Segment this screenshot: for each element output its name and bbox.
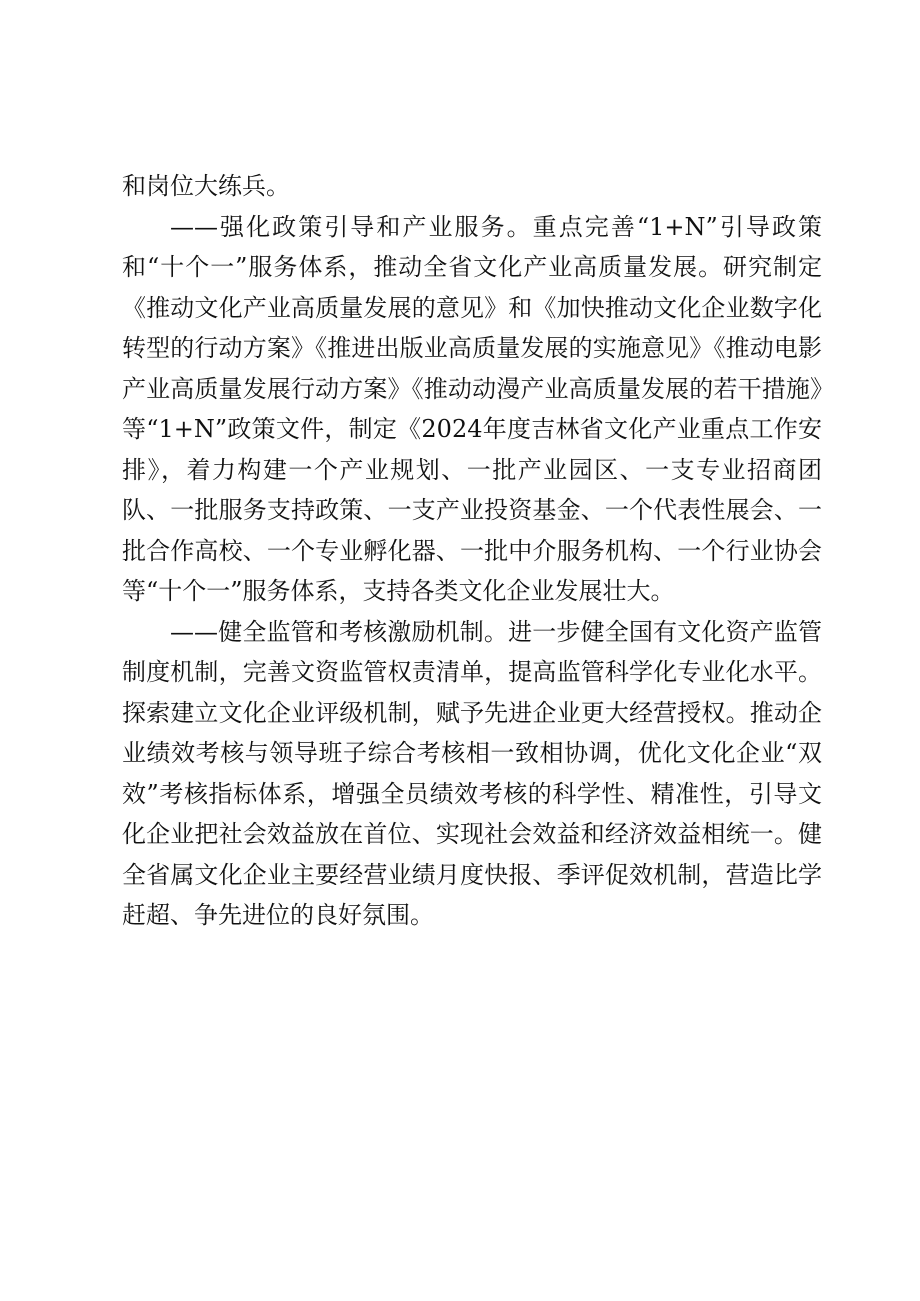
paragraph-policy-guidance: ——强化政策引导和产业服务。重点完善“1+N”引导政策和“十个一”服务体系，推动全省文化产业高质量发展。研究制定《推动文化产业高质量发展的意见》和《加快推动文化企业数字化转型的行动方案》《推进出版业高质量发展的实施意见》《推动电影产业高质量发展行动方案》《推动动漫产业高质量发展的若干措施》等“1+N”政策文件，制定《2024年度吉林省文化产业重点工作安排》，着力构建一个产业规划、一批产业园区、一支专业招商团队、一批服务支持政策、一支产业投资基金、一个代表性展会、一批合作高校、一个专业孵化器、一批中介服务机构、一个行业协会等“十个一”服务体系，支持各类文化企业发展壮大。 [122, 212, 822, 605]
paragraph-supervision-assessment: ——健全监管和考核激励机制。进一步健全国有文化资产监管制度机制，完善文资监管权责清单，提高监管科学化专业化水平。探索建立文化企业评级机制，赋予先进企业更大经营授权。推动企业绩效考核与领导班子综合考核相一致相协调，优化文化企业“双效”考核指标体系，增强全员绩效考核的科学性、精准性，引导文化企业把社会效益放在首位、实现社会效益和经济效益相统一。健全省属文化企业主要经营业绩月度快报、季评促效机制，营造比学赶超、争先进位的良好氛围。 [122, 617, 822, 929]
paragraph-continuation: 和岗位大练兵。 [122, 172, 290, 200]
document-body [122, 166, 822, 936]
